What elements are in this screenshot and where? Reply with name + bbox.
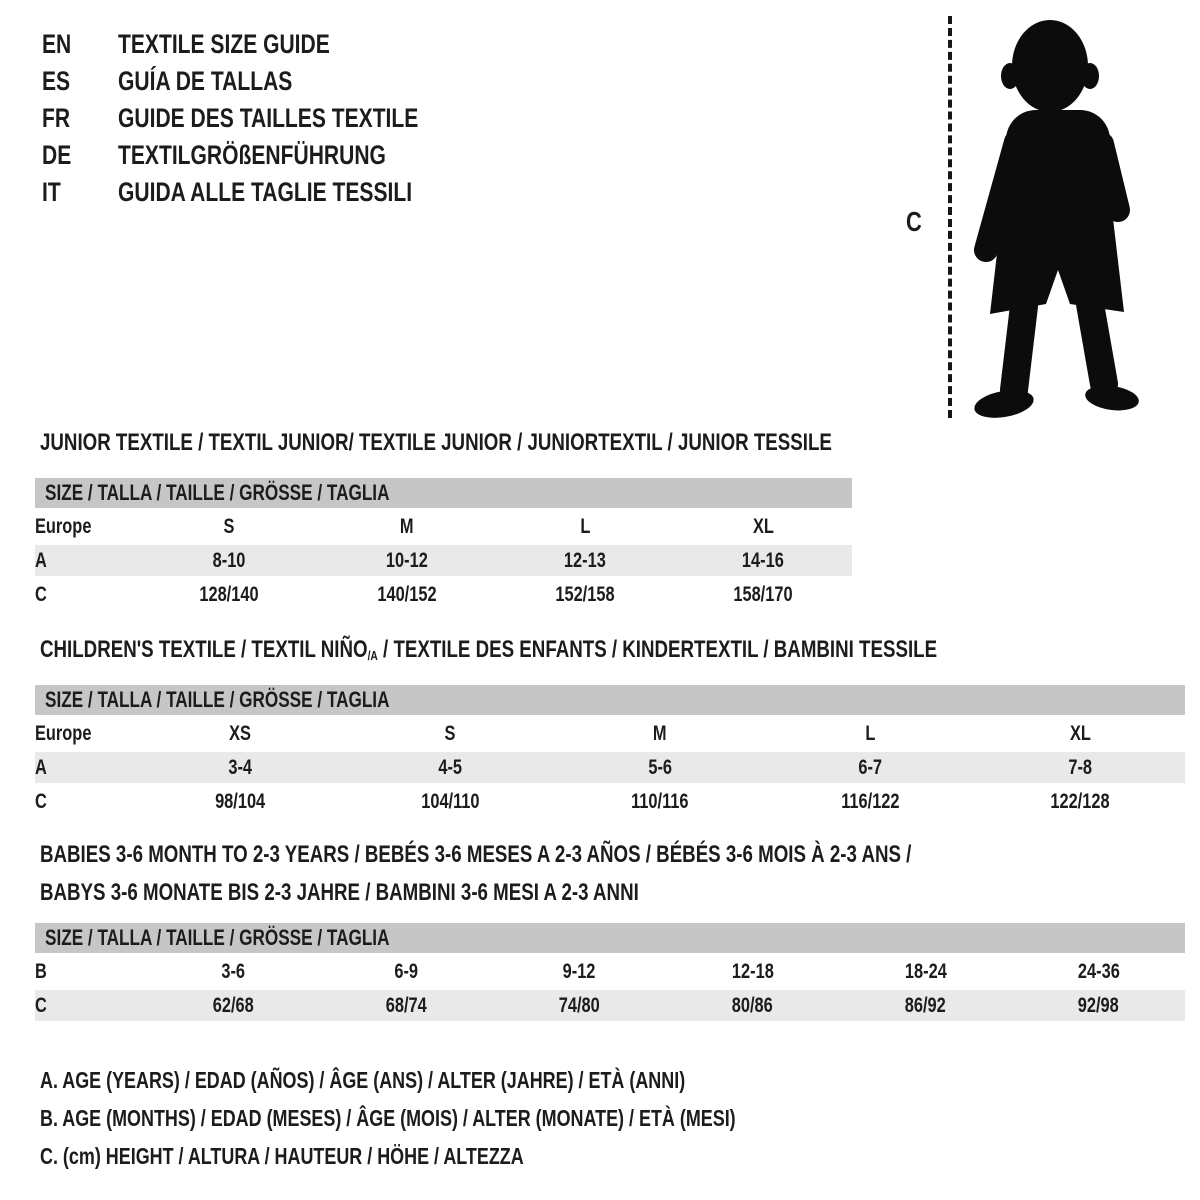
- months-cell: 3-6: [147, 956, 320, 987]
- age-cell: 8-10: [140, 545, 318, 576]
- children-section-title: CHILDREN'S TEXTILE / TEXTIL $NIÑO_{/A}$ / TEXTILE DES ENFANTS / KINDERTEXTIL / BAMBINI TESSILE: [40, 636, 938, 663]
- age-cell: 3-4: [135, 752, 345, 783]
- row-label: A: [35, 545, 140, 576]
- junior-section-title: JUNIOR TEXTILE / TEXTIL JUNIOR/ TEXTILE JUNIOR / JUNIORTEXTIL / JUNIOR TESSILE: [40, 429, 832, 456]
- row-label: B: [35, 956, 147, 987]
- months-cell: 9-12: [493, 956, 666, 987]
- table-row-age: [35, 545, 852, 576]
- row-label: C: [35, 579, 140, 610]
- table-row-europe: [35, 718, 1185, 749]
- height-dashed-line: [948, 16, 952, 418]
- age-cell: 12-13: [496, 545, 674, 576]
- babies-section-title-line2: BABYS 3-6 MONATE BIS 2-3 JAHRE / BAMBINI 3-6 MESI A 2-3 ANNI: [40, 879, 639, 906]
- height-cell: 80/86: [666, 990, 839, 1021]
- size-cell: S: [345, 718, 555, 749]
- size-header-band: SIZE / TALLA / TAILLE / GRÖSSE / TAGLIA: [35, 685, 1185, 715]
- height-cell: 116/122: [765, 786, 975, 817]
- height-cell: 128/140: [140, 579, 318, 610]
- size-cell: S: [140, 511, 318, 542]
- language-row-en: [42, 26, 503, 63]
- months-cell: 12-18: [666, 956, 839, 987]
- age-cell: 5-6: [555, 752, 765, 783]
- babies-size-table: [35, 920, 1185, 1024]
- language-header: [42, 26, 503, 211]
- height-cell: 152/158: [496, 579, 674, 610]
- guide-title: TEXTILGRÖßENFÜHRUNG: [118, 140, 386, 170]
- row-label: C: [35, 786, 135, 817]
- babies-section-title-line1: BABIES 3-6 MONTH TO 2-3 YEARS / BEBÉS 3-6 MESES A 2-3 AÑOS / BÉBÉS 3-6 MOIS À 2-3 ANS /: [40, 841, 912, 868]
- legend-line-a: A. AGE (YEARS) / EDAD (AÑOS) / ÂGE (ANS) / ALTER (JAHRE) / ETÀ (ANNI): [40, 1067, 686, 1093]
- age-cell: 4-5: [345, 752, 555, 783]
- guide-title: GUÍA DE TALLAS: [118, 66, 293, 96]
- age-cell: 14-16: [674, 545, 852, 576]
- age-cell: 7-8: [975, 752, 1185, 783]
- height-cell: 92/98: [1012, 990, 1185, 1021]
- size-header-band: SIZE / TALLA / TAILLE / GRÖSSE / TAGLIA: [35, 923, 1185, 953]
- guide-title: GUIDE DES TAILLES TEXTILE: [118, 103, 419, 133]
- table-row-age: [35, 752, 1185, 783]
- language-code: EN: [42, 29, 72, 59]
- guide-title: GUIDA ALLE TAGLIE TESSILI: [118, 177, 413, 207]
- height-cell: 62/68: [147, 990, 320, 1021]
- table-row-europe: [35, 511, 852, 542]
- height-cell: 68/74: [320, 990, 493, 1021]
- size-cell: XS: [135, 718, 345, 749]
- size-cell: XL: [674, 511, 852, 542]
- size-cell: XL: [975, 718, 1185, 749]
- language-code: ES: [42, 66, 71, 96]
- language-code: FR: [42, 103, 71, 133]
- table-row-months: [35, 956, 1185, 987]
- legend-line-c: C. (cm) HEIGHT / ALTURA / HAUTEUR / HÖHE / ALTEZZA: [40, 1143, 524, 1169]
- size-cell: L: [496, 511, 674, 542]
- height-cell: 110/116: [555, 786, 765, 817]
- size-header-band: SIZE / TALLA / TAILLE / GRÖSSE / TAGLIA: [35, 478, 852, 508]
- height-cell: 122/128: [975, 786, 1185, 817]
- language-code: DE: [42, 140, 72, 170]
- legend-line-b: B. AGE (MONTHS) / EDAD (MESES) / ÂGE (MOIS) / ALTER (MONATE) / ETÀ (MESI): [40, 1105, 736, 1131]
- months-cell: 18-24: [839, 956, 1012, 987]
- table-row-height: [35, 579, 852, 610]
- months-cell: 24-36: [1012, 956, 1185, 987]
- row-label: Europe: [35, 718, 135, 749]
- row-label: Europe: [35, 511, 140, 542]
- language-row-de: [42, 137, 503, 174]
- size-cell: M: [555, 718, 765, 749]
- language-row-es: [42, 63, 503, 100]
- months-cell: 6-9: [320, 956, 493, 987]
- language-code: IT: [42, 177, 61, 207]
- row-label: A: [35, 752, 135, 783]
- table-row-height: [35, 990, 1185, 1021]
- table-row-height: [35, 786, 1185, 817]
- language-row-it: [42, 174, 503, 211]
- size-cell: L: [765, 718, 975, 749]
- language-row-fr: [42, 100, 503, 137]
- height-cell: 86/92: [839, 990, 1012, 1021]
- height-cell: 140/152: [318, 579, 496, 610]
- height-cell: 98/104: [135, 786, 345, 817]
- height-cell: 158/170: [674, 579, 852, 610]
- age-cell: 6-7: [765, 752, 975, 783]
- guide-title: TEXTILE SIZE GUIDE: [118, 29, 330, 59]
- height-cell: 74/80: [493, 990, 666, 1021]
- junior-size-table: [35, 475, 852, 613]
- height-cell: 104/110: [345, 786, 555, 817]
- row-label: C: [35, 990, 147, 1021]
- age-cell: 10-12: [318, 545, 496, 576]
- children-size-table: [35, 682, 1185, 820]
- baby-silhouette-icon: [962, 14, 1144, 420]
- size-cell: M: [318, 511, 496, 542]
- height-label-c: C: [906, 206, 922, 237]
